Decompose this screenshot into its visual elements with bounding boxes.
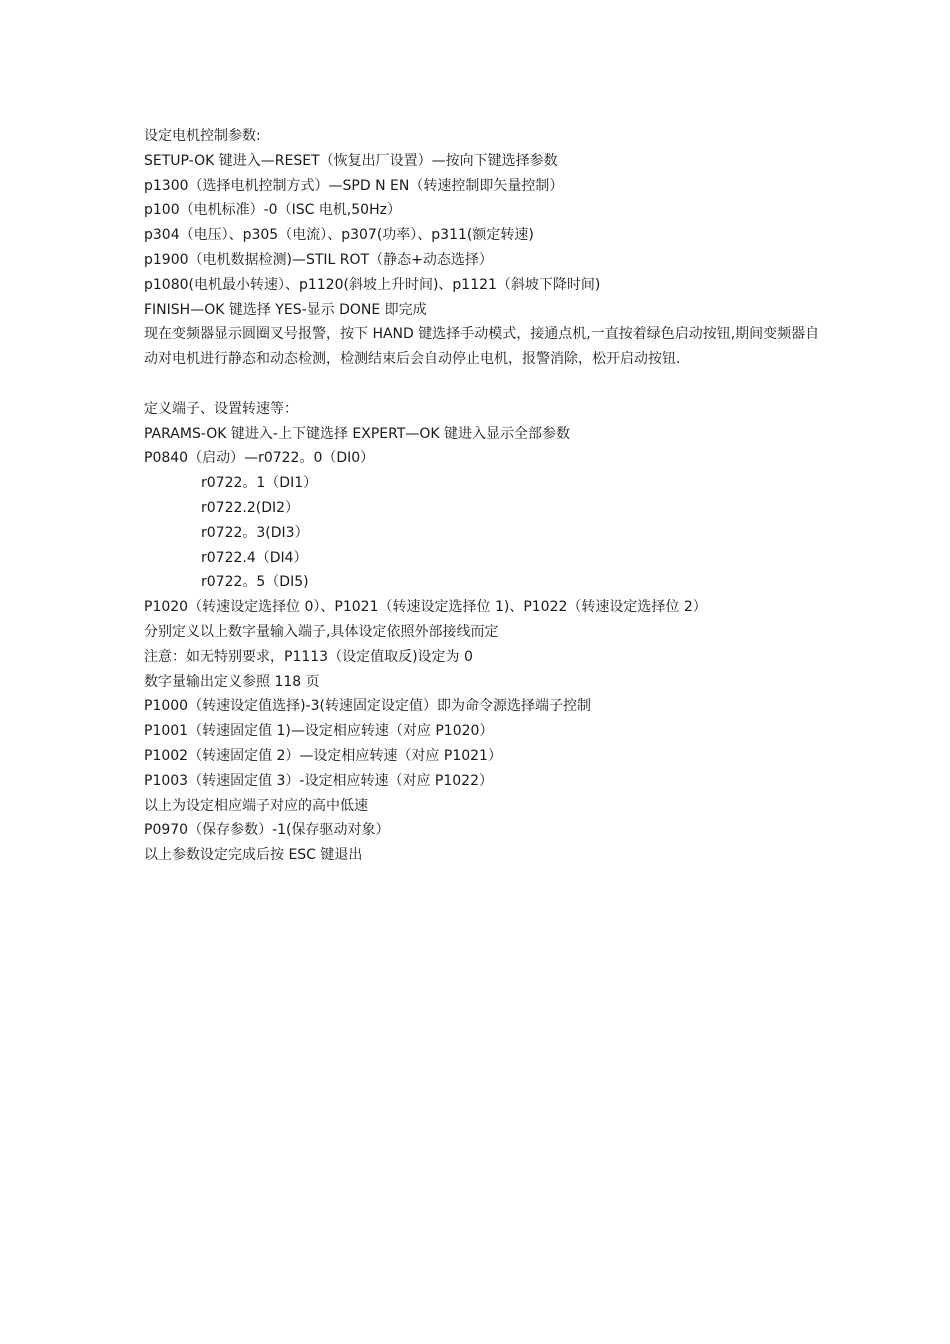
text-line: P1000（转速设定值选择)-3(转速固定设定值）即为命令源选择端子控制: [144, 698, 591, 715]
text-paragraph-alarm: 现在变频器显示圆圈叉号报警，按下 HAND 键选择手动模式，接通点机,一直按着绿色启动按钮,期间变频器自动对电机进行静态和动态检测，检测结束后会自动停止电机，报警消除，松开启动按钮.: [144, 326, 820, 368]
indented-line: r0722.2(DI2）: [201, 499, 300, 516]
text-line: P1001（转速固定值 1)—设定相应转速（对应 P1020）: [144, 723, 494, 740]
text-line: 分别定义以上数字量输入端子,具体设定依照外部接线而定: [144, 623, 499, 640]
indented-line: r0722。1（DI1）: [201, 475, 318, 492]
text-line: PARAMS-OK 键进入-上下键选择 EXPERT—OK 键进入显示全部参数: [144, 425, 571, 442]
document-body: [144, 124, 824, 868]
indented-line: r0722.4（DI4）: [201, 549, 308, 566]
section-heading-motor-control: 设定电机控制参数:: [144, 128, 261, 144]
text-line: p1900（电机数据检测)—STIL ROT（静态+动态选择）: [144, 251, 493, 268]
text-line: P0970（保存参数）-1(保存驱动对象）: [144, 822, 390, 839]
blank-line: [144, 372, 824, 397]
text-line: 以上为设定相应端子对应的高中低速: [144, 797, 368, 814]
text-line: 注意：如无特别要求，P1113（设定值取反)设定为 0: [144, 648, 473, 665]
indented-line: r0722。5（DI5): [201, 574, 309, 591]
text-line: 数字量输出定义参照 118 页: [144, 673, 320, 690]
section-heading-terminals: 定义端子、设置转速等：: [144, 400, 298, 417]
text-line: p1300（选择电机控制方式）—SPD N EN（转速控制即矢量控制）: [144, 177, 564, 194]
text-line: 以上参数设定完成后按 ESC 键退出: [144, 847, 363, 864]
text-line: P1020（转速设定选择位 0）、P1021（转速设定选择位 1)、P1022（转速设定选择位 2）: [144, 599, 707, 616]
text-line: p304（电压）、p305（电流）、p307(功率）、p311(额定转速): [144, 227, 534, 244]
text-line: FINISH—OK 键选择 YES-显示 DONE 即完成: [144, 301, 427, 318]
text-line: SETUP-OK 键进入—RESET（恢复出厂设置）—按向下键选择参数: [144, 152, 558, 169]
indented-line: r0722。3(DI3）: [201, 524, 309, 541]
text-line: P0840（启动）—r0722。0（DI0）: [144, 450, 375, 467]
text-line: p1080(电机最小转速）、p1120(斜坡上升时间)、p1121（斜坡下降时间): [144, 276, 601, 293]
text-line: p100（电机标准）-0（ISC 电机,50Hz）: [144, 202, 401, 219]
text-line: P1002（转速固定值 2）—设定相应转速（对应 P1021）: [144, 747, 502, 764]
text-line: P1003（转速固定值 3）-设定相应转速（对应 P1022）: [144, 772, 494, 789]
